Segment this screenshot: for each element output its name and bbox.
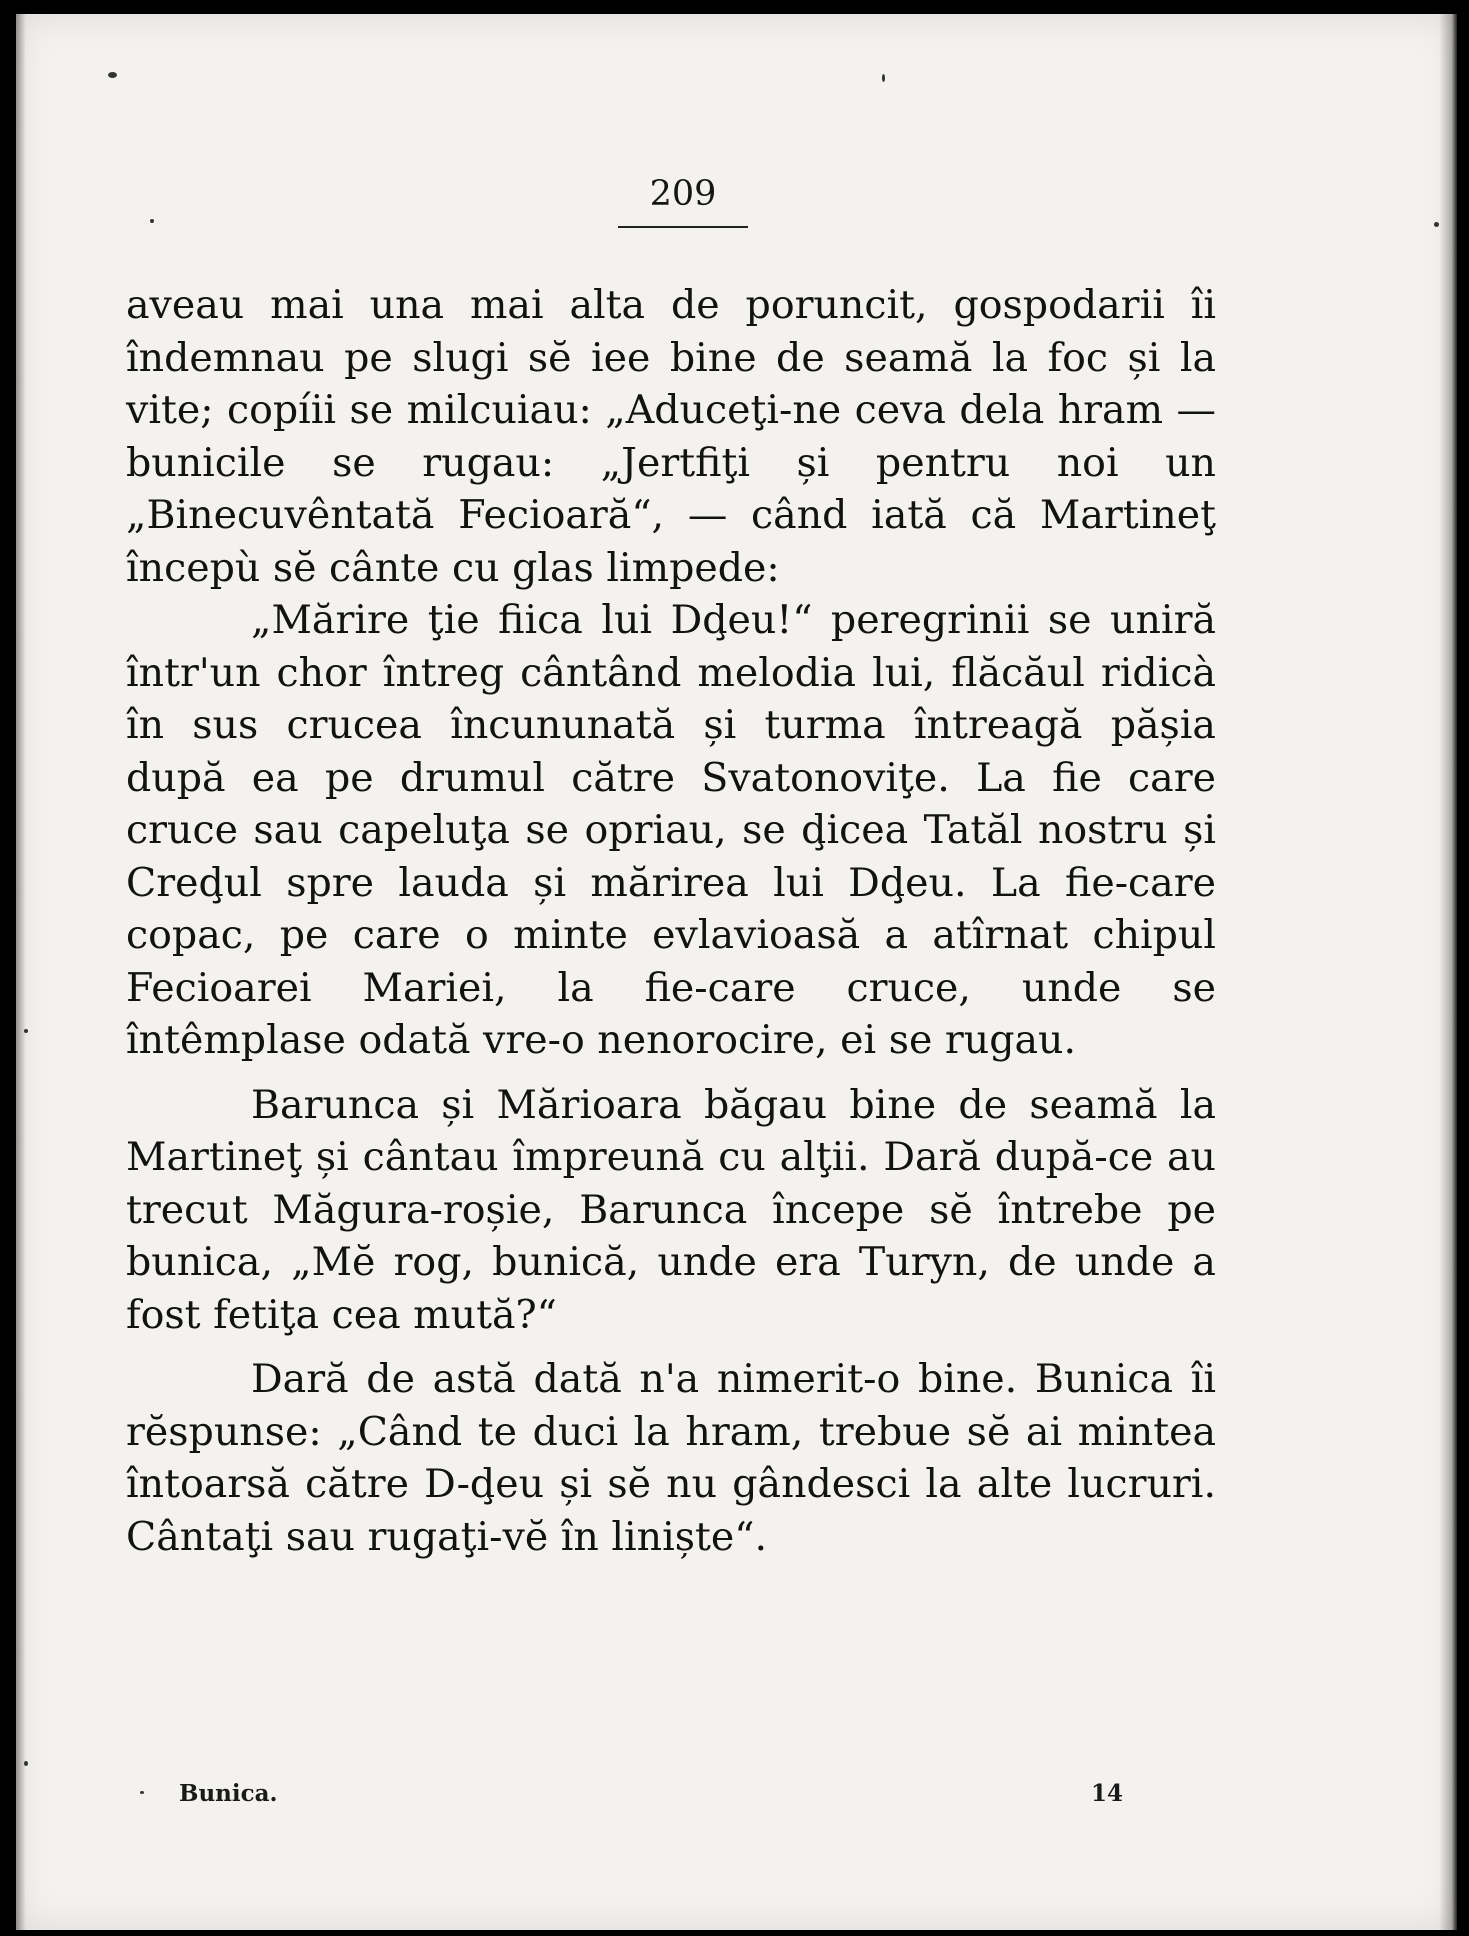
ink-speck bbox=[1434, 222, 1439, 227]
ink-speck bbox=[108, 72, 117, 78]
ink-speck bbox=[882, 74, 885, 82]
ink-speck bbox=[140, 1791, 144, 1794]
page-number-rule bbox=[618, 226, 748, 228]
footer-signature: Bunica. bbox=[179, 1780, 278, 1807]
body-text bbox=[126, 279, 1216, 1563]
footer-sheet-number: 14 bbox=[1091, 1780, 1124, 1807]
page-shadow-left bbox=[16, 14, 26, 1930]
book-page bbox=[16, 14, 1457, 1930]
ink-speck bbox=[24, 1761, 28, 1766]
paragraph-2: „Mărire ţie fiica lui Dḑeu!“ peregrinii se uniră într'un chor întreg cântând melodia lui, flăcăul ridicà în sus crucea încununată și turma întreagă pășia după ea pe drumul către Svatonoviţe. La fie care cruce sau capeluţa se opriau, se ḑicea Tatăl nostru și Creḑul spre lauda și mărirea lui Dḑeu. La fie-care copac, pe care o minte evlavioasă a atîrnat chipul Fecioarei Mariei, la fie-care cruce, unde se întêmplase odată vre-o nenorocire, ei se rugau. bbox=[126, 597, 1216, 1063]
page-shadow-right bbox=[1439, 14, 1457, 1930]
paragraph-4: Dară de astă dată n'a nimerit-o bine. Bunica îi rĕspunse: „Când te duci la hram, trebue sĕ ai mintea întoarsă către D-ḑeu și sĕ nu gândesci la alte lucruri. Cântaţi sau rugaţi-vĕ în liniște“. bbox=[126, 1356, 1216, 1560]
paragraph-3: Barunca și Mărioara băgau bine de seamă la Martineţ și cântau împreună cu alţii. Dară după-ce au trecut Măgura-roșie, Barunca începe sĕ întrebe pe bunica, „Mĕ rog, bunică, unde era Turyn, de unde a fost fetiţa cea mută?“ bbox=[126, 1081, 1216, 1338]
paragraph-1: aveau mai una mai alta de poruncit, gospodarii îi îndemnau pe slugi sĕ iee bine de seamă la foc și la vite; copíii se milcuiau: „Aduceţi-ne ceva dela hram — bunicile se rugau: „Jertfiţi și pentru noi un „Binecuvêntată Fecioară“, — când iată că Martineţ începù sĕ cânte cu glas limpede: bbox=[126, 282, 1216, 591]
page-number: 209 bbox=[649, 174, 717, 214]
ink-speck bbox=[24, 1029, 28, 1033]
ink-speck bbox=[150, 219, 154, 223]
